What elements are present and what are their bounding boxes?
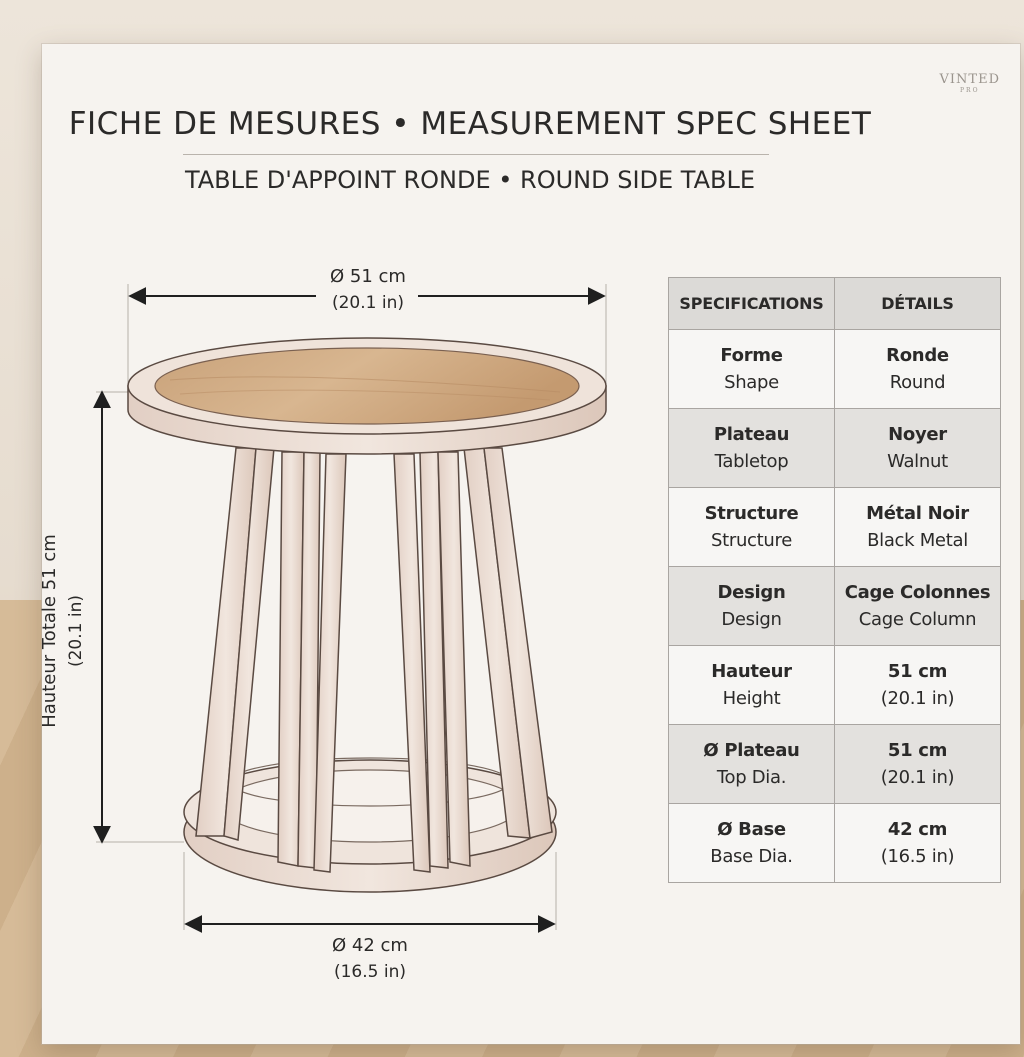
detail-cell	[835, 804, 1001, 883]
detail-main: 42 cm	[887, 819, 948, 840]
detail-sub: Cage Column	[858, 609, 977, 630]
base-diameter-label	[270, 933, 470, 985]
height-cm: Hauteur Totale 51 cm	[39, 534, 60, 728]
spec-en: Base Dia.	[710, 846, 793, 867]
spec-fr: Ø Base	[717, 819, 786, 840]
table-row	[669, 409, 1001, 488]
height-in: (20.1 in)	[66, 594, 86, 668]
top-diameter-cm: Ø 51 cm	[330, 266, 406, 287]
brand-sub: PRO	[960, 87, 980, 94]
detail-sub: (20.1 in)	[880, 767, 955, 788]
detail-cell	[835, 409, 1001, 488]
detail-sub: Round	[889, 372, 946, 393]
table-row	[669, 804, 1001, 883]
detail-sub: Walnut	[887, 451, 948, 472]
page-subtitle: TABLE D'APPOINT RONDE • ROUND SIDE TABLE	[184, 166, 756, 194]
base-diameter-cm: Ø 42 cm	[332, 935, 408, 956]
brand-name: VINTED	[939, 72, 1000, 87]
page-title: FICHE DE MESURES • MEASUREMENT SPEC SHEET	[68, 106, 872, 142]
top-diameter-in: (20.1 in)	[331, 293, 405, 313]
table-row	[669, 330, 1001, 409]
detail-cell	[835, 488, 1001, 567]
detail-sub: (16.5 in)	[880, 846, 955, 867]
spec-cell	[669, 330, 835, 409]
base-diameter-in: (16.5 in)	[333, 962, 407, 982]
table-row	[669, 725, 1001, 804]
spec-fr: Structure	[704, 503, 799, 524]
detail-cell	[835, 646, 1001, 725]
spec-cell	[669, 409, 835, 488]
spec-en: Shape	[724, 372, 779, 393]
detail-sub: Black Metal	[867, 530, 968, 551]
spec-cell	[669, 646, 835, 725]
spec-cell	[669, 804, 835, 883]
detail-cell	[835, 725, 1001, 804]
detail-sub: (20.1 in)	[880, 688, 955, 709]
spec-en: Tabletop	[714, 451, 789, 472]
height-label	[36, 461, 90, 801]
spec-cell	[669, 488, 835, 567]
tabletop	[128, 338, 606, 454]
detail-main: Noyer	[888, 424, 947, 445]
column-header-details: DÉTAILS	[835, 278, 1001, 330]
spec-en: Height	[722, 688, 781, 709]
table-row	[669, 488, 1001, 567]
spec-table	[668, 277, 1001, 883]
spec-en: Structure	[710, 530, 793, 551]
detail-main: 51 cm	[887, 740, 948, 761]
spec-fr: Plateau	[713, 424, 790, 445]
spec-fr: Forme	[720, 345, 783, 366]
spec-cell	[669, 725, 835, 804]
detail-main: Ronde	[886, 345, 949, 366]
table-row	[669, 567, 1001, 646]
spec-en: Design	[721, 609, 782, 630]
spec-table-header	[669, 278, 1001, 330]
spec-fr: Design	[717, 582, 786, 603]
detail-main: 51 cm	[887, 661, 948, 682]
spec-cell	[669, 567, 835, 646]
detail-cell	[835, 567, 1001, 646]
table-row	[669, 646, 1001, 725]
column-header-specifications: SPECIFICATIONS	[669, 278, 835, 330]
spec-fr: Hauteur	[711, 661, 792, 682]
spec-en: Top Dia.	[716, 767, 787, 788]
detail-cell	[835, 330, 1001, 409]
detail-main: Métal Noir	[866, 503, 969, 524]
spec-fr: Ø Plateau	[703, 740, 800, 761]
detail-main: Cage Colonnes	[844, 582, 991, 603]
top-diameter-label	[268, 264, 468, 316]
